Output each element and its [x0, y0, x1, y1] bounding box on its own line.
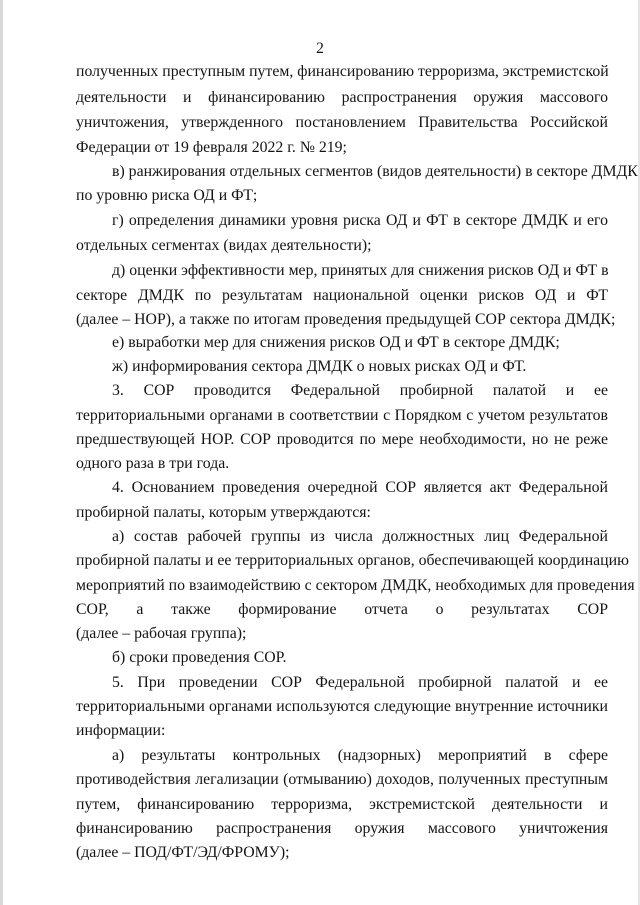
text-line: (далее – ПОД/ФТ/ЭД/ФРОМУ); — [76, 844, 290, 861]
text-line: отдельных сегментах (видах деятельности); — [76, 237, 372, 254]
text-line: в) ранжирования отдельных сегментов (видов деятельности) в секторе ДМДК — [112, 163, 638, 180]
text-line: д) оценки эффективности мер, принятых для снижения рисков ОД и ФТ в — [112, 262, 609, 279]
text-line: е) выработки мер для снижения рисков ОД и ФТ в секторе ДМДК; — [112, 334, 560, 351]
text-line: территориальными органами в соответствии с Порядком с учетом результатов — [76, 407, 608, 424]
text-line: финансированию распространения оружия массового уничтожения — [76, 820, 608, 837]
text-line: ж) информирования сектора ДМДК о новых рисках ОД и ФТ. — [112, 358, 527, 375]
text-line: г) определения динамики уровня риска ОД и ФТ в секторе ДМДК и его — [112, 212, 608, 229]
text-line: одного раза в три года. — [76, 455, 230, 472]
page-edge-left — [0, 0, 3, 905]
text-line: Федерации от 19 февраля 2022 г. № 219; — [76, 139, 347, 156]
text-line: 4. Основанием проведения очередной СОР является акт Федеральной — [112, 479, 608, 496]
text-line: (далее – НОР), а также по итогам проведения предыдущей СОР сектора ДМДК; — [76, 311, 616, 328]
text-line: полученных преступным путем, финансированию терроризма, экстремистской — [76, 63, 609, 80]
text-line: пробирной палаты и ее территориальных органов, обеспечивающей координацию — [76, 552, 629, 569]
text-line: мероприятий по взаимодействию с сектором ДМДК, необходимых для проведения — [76, 577, 635, 594]
page-number: 2 — [316, 40, 324, 57]
text-line: 3. СОР проводится Федеральной пробирной палатой и ее — [112, 382, 608, 399]
text-line: пробирной палаты, которым утверждаются: — [76, 504, 371, 521]
text-line: (далее – рабочая группа); — [76, 625, 247, 642]
text-line: секторе ДМДК по результатам национальной оценки рисков ОД и ФТ — [76, 287, 608, 304]
text-line: по уровню риска ОД и ФТ; — [76, 187, 258, 204]
text-line: путем, финансированию терроризма, экстремистской деятельности и — [76, 796, 608, 813]
text-line: а) результаты контрольных (надзорных) мероприятий в сфере — [112, 747, 608, 764]
text-line: информации: — [76, 722, 166, 739]
text-line: деятельности и финансированию распространения оружия массового — [76, 89, 608, 106]
text-line: противодействия легализации (отмыванию) доходов, полученных преступным — [76, 771, 608, 788]
text-line: б) сроки проведения СОР. — [112, 649, 287, 666]
text-line: 5. При проведении СОР Федеральной пробирной палатой и ее — [112, 674, 608, 691]
text-line: предшествующей НОР. СОР проводится по мере необходимости, но не реже — [76, 431, 608, 448]
text-line: СОР, а также формирование отчета о результатах СОР — [76, 601, 608, 618]
text-line: территориальными органами используются следующие внутренние источники — [76, 698, 608, 715]
text-line: а) состав рабочей группы из числа должностных лиц Федеральной — [112, 528, 608, 545]
text-line: уничтожения, утвержденного постановлением Правительства Российской — [76, 114, 608, 131]
